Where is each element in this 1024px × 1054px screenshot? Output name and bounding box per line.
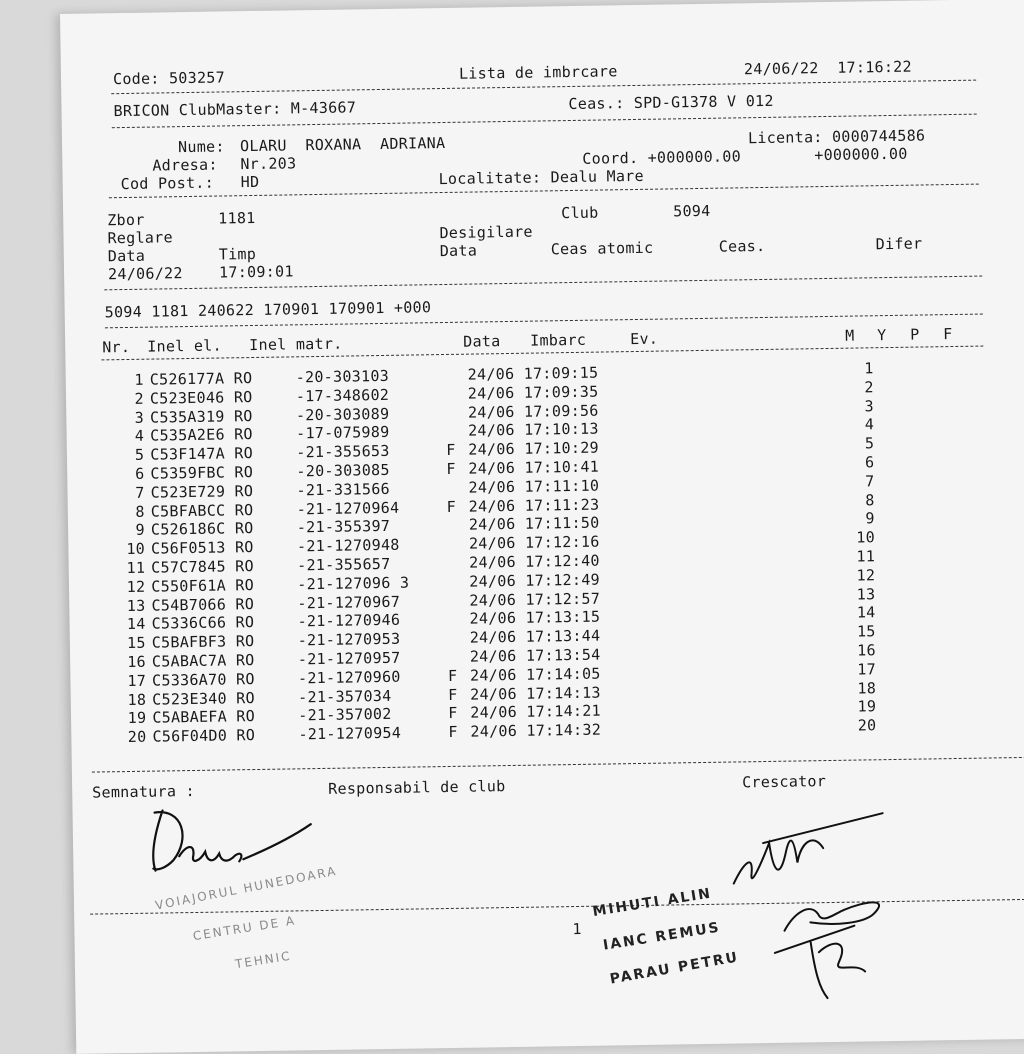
- cell-data: 24/06 17:13:44: [469, 626, 601, 647]
- address: Nr.203: [240, 154, 297, 174]
- cell-inel: C5BFABCC RO: [150, 500, 254, 521]
- document-title: Lista de imbrcare: [458, 62, 618, 83]
- cell-data: 24/06 17:13:54: [469, 645, 601, 666]
- cell-data: 24/06 17:09:15: [467, 363, 599, 384]
- diff-label: Difer: [875, 234, 923, 254]
- cell-m: 14: [856, 603, 876, 622]
- cell-nr: 1: [134, 370, 144, 389]
- cell-nr: 5: [134, 445, 145, 465]
- cell-inel: C56F0513 RO: [150, 538, 254, 558]
- cell-nr: 4: [134, 427, 145, 446]
- cell-ev: F: [448, 723, 458, 742]
- cell-m: 1: [864, 359, 874, 378]
- cell-m: 20: [857, 716, 877, 735]
- cell-m: 4: [864, 415, 875, 434]
- clock-id: Ceas.: SPD-G1378 V 012: [568, 91, 774, 114]
- desigilare-date-label: Data: [439, 241, 478, 261]
- cell-matr: -21-1270967: [297, 592, 401, 612]
- cell-nr: 11: [126, 558, 146, 578]
- cell-m: 19: [857, 697, 877, 716]
- col-inel-matr: Inel matr.: [249, 334, 343, 355]
- cell-data: 24/06 17:11:50: [468, 513, 600, 535]
- document-page: [60, 0, 1024, 1054]
- address-label: Adresa:: [152, 155, 218, 175]
- cell-data: 24/06 17:14:05: [469, 664, 601, 685]
- cell-inel: C5336C66 RO: [151, 613, 255, 634]
- cell-inel: C5BAFBF3 RO: [151, 632, 255, 652]
- cell-data: 24/06 17:12:40: [469, 551, 600, 572]
- cell-inel: C5359FBC RO: [150, 463, 254, 483]
- stamp-line-1: VOIAJORUL HUNEDOARA: [154, 863, 339, 913]
- cell-ev: F: [448, 704, 458, 723]
- cell-inel: C523E729 RO: [150, 481, 254, 502]
- club-responsible-label: Responsabil de club: [328, 777, 506, 798]
- cell-matr: -17-348602: [295, 385, 390, 406]
- postcode-label: Cod Post.:: [120, 173, 215, 194]
- cell-m: 15: [856, 622, 876, 641]
- cell-matr: -21-1270953: [297, 629, 401, 650]
- cell-inel: C53F147A RO: [150, 444, 254, 464]
- cell-data: 24/06 17:10:41: [468, 457, 600, 478]
- cell-m: 11: [856, 547, 876, 566]
- cell-nr: 8: [135, 502, 145, 521]
- cell-inel: C526177A RO: [149, 369, 253, 389]
- cell-nr: 18: [127, 690, 147, 709]
- col-f: F: [942, 325, 953, 344]
- cell-nr: 20: [127, 727, 147, 747]
- cell-data: 24/06 17:12:49: [469, 570, 601, 591]
- cell-matr: -21-1270948: [296, 535, 400, 556]
- locality: Localitate: Dealu Mare: [438, 166, 645, 189]
- clubmaster-id: BRICON ClubMaster: M-43667: [113, 98, 357, 121]
- cell-matr: -21-355653: [296, 442, 390, 462]
- atomic-clock-label: Ceas atomic: [550, 238, 654, 259]
- cell-data: 24/06 17:14:21: [470, 701, 602, 723]
- cell-matr: -20-303089: [295, 404, 390, 424]
- divider: [111, 80, 976, 95]
- stamp-line-2: CENTRU DE A: [191, 913, 297, 944]
- print-datetime: 24/06/22 17:16:22: [743, 57, 913, 79]
- cell-m: 3: [864, 396, 875, 416]
- desigilare-label: Desigilare: [439, 222, 533, 243]
- cell-nr: 19: [127, 709, 147, 728]
- flight-label: Zbor: [107, 210, 145, 230]
- owner-name: OLARU ROXANA ADRIANA: [239, 133, 446, 156]
- cell-m: 12: [856, 566, 876, 585]
- coord-lon: +000000.00: [814, 144, 908, 165]
- cell-matr: -21-357002: [298, 705, 392, 725]
- club-label: Club: [561, 203, 599, 223]
- coord-lat: Coord. +000000.00: [582, 147, 742, 168]
- cell-ev: F: [448, 685, 458, 704]
- cell-m: 18: [857, 678, 877, 698]
- cell-m: 13: [856, 584, 876, 604]
- cell-matr: -21-355657: [297, 554, 391, 575]
- cell-m: 16: [857, 641, 876, 660]
- col-p: P: [910, 325, 920, 344]
- cell-inel: C535A2E6 RO: [150, 425, 253, 446]
- cell-data: 24/06 17:12:57: [469, 589, 601, 610]
- col-nr: Nr.: [102, 337, 131, 357]
- cell-inel: C523E046 RO: [149, 387, 253, 408]
- club-number: 5094: [673, 201, 711, 221]
- cell-nr: 12: [126, 577, 146, 596]
- cell-inel: C5336A70 RO: [151, 669, 255, 690]
- col-m: M: [845, 326, 855, 345]
- cell-matr: -21-1270964: [296, 498, 400, 518]
- reglare-label: Reglare: [107, 228, 173, 248]
- cell-m: 17: [857, 660, 877, 679]
- cell-data: 24/06 17:12:16: [468, 532, 600, 553]
- col-ev: Ev.: [630, 329, 659, 349]
- breeder-signatures: [712, 801, 905, 1004]
- cell-nr: 7: [135, 483, 145, 502]
- cell-nr: 15: [126, 633, 146, 653]
- handwritten-name-1: MIHUTI ALIN: [591, 885, 714, 921]
- reglare-time: 17:09:01: [218, 262, 294, 282]
- name-label: Nume:: [177, 137, 225, 157]
- cell-m: 10: [856, 528, 876, 547]
- reglare-date-label: Data: [107, 246, 146, 266]
- cell-data: 24/06 17:13:15: [469, 607, 601, 629]
- cell-m: 6: [864, 453, 875, 472]
- cell-inel: C526186C RO: [150, 519, 254, 540]
- cell-nr: 13: [126, 596, 146, 615]
- cell-m: 2: [864, 378, 874, 397]
- cell-inel: C550F61A RO: [151, 575, 255, 596]
- divider: [92, 757, 1024, 773]
- cell-m: 5: [864, 434, 875, 453]
- cell-m: 8: [865, 490, 875, 510]
- col-inel-el: Inel el.: [147, 336, 223, 356]
- cell-nr: 14: [126, 615, 146, 634]
- clock-label: Ceas.: [718, 236, 766, 256]
- col-y: Y: [877, 326, 887, 345]
- flight-summary: 5094 1181 240622 170901 170901 +000: [104, 298, 432, 322]
- cell-matr: -21-1270946: [297, 611, 401, 631]
- cell-m: 7: [865, 472, 875, 491]
- col-data: Data: [463, 332, 501, 351]
- cell-matr: -20-303085: [296, 460, 390, 481]
- breeder-label: Crescator: [742, 772, 827, 792]
- signature-label: Semnatura :: [92, 781, 196, 802]
- cell-ev: F: [446, 441, 456, 460]
- handwritten-name-2: IANC REMUS: [602, 919, 722, 954]
- page-number: 1: [572, 919, 582, 939]
- reglare-date: 24/06/22: [107, 264, 183, 284]
- cell-matr: -20-303103: [295, 366, 390, 387]
- cell-data: 24/06 17:14:32: [470, 720, 602, 741]
- cell-matr: -21-127096 3: [297, 573, 410, 594]
- cell-inel: C523E340 RO: [152, 688, 255, 709]
- stamp-line-3: TEHNIC: [234, 948, 293, 972]
- cell-inel: C5ABAEFA RO: [152, 707, 256, 728]
- cell-nr: 10: [126, 539, 146, 559]
- cell-matr: -21-331566: [296, 479, 391, 500]
- cell-data: 24/06 17:10:13: [468, 419, 599, 441]
- cell-nr: 6: [134, 464, 145, 483]
- cell-m: 9: [865, 509, 875, 528]
- cell-data: 24/06 17:09:56: [467, 401, 599, 422]
- cell-matr: -21-357034: [298, 686, 392, 706]
- cell-matr: -21-1270954: [298, 723, 402, 744]
- cell-inel: C57C7845 RO: [151, 557, 254, 577]
- cell-data: 24/06 17:14:13: [470, 683, 601, 704]
- cell-ev: F: [447, 666, 458, 685]
- flight-number: 1181: [218, 208, 256, 228]
- cell-nr: 17: [127, 671, 147, 690]
- cell-nr: 16: [127, 652, 147, 672]
- cell-inel: C56F04D0 RO: [152, 726, 256, 746]
- cell-inel: C5ABAC7A RO: [151, 651, 255, 671]
- code: Code: 503257: [112, 68, 226, 89]
- cell-data: 24/06 17:11:10: [468, 476, 600, 497]
- cell-nr: 9: [135, 521, 146, 540]
- licence: Licenta: 0000744586: [747, 126, 926, 148]
- cell-matr: -21-355397: [296, 517, 391, 537]
- cell-data: 24/06 17:09:35: [467, 382, 599, 403]
- cell-nr: 3: [134, 408, 145, 427]
- cell-data: 24/06 17:11:23: [468, 495, 600, 516]
- cell-inel: C535A319 RO: [149, 406, 253, 427]
- cell-ev: F: [446, 459, 456, 478]
- reglare-time-label: Timp: [218, 244, 257, 264]
- cell-inel: C54B7066 RO: [151, 594, 255, 615]
- postcode: HD: [240, 172, 260, 192]
- handwritten-name-3: PARAU PETRU: [608, 949, 741, 988]
- cell-data: 24/06 17:10:29: [468, 438, 600, 459]
- col-imbarc: Imbarc: [530, 330, 587, 350]
- cell-matr: -21-1270960: [297, 667, 401, 688]
- cell-ev: F: [446, 497, 457, 516]
- cell-nr: 2: [134, 389, 145, 408]
- cell-matr: -17-075989: [296, 423, 390, 443]
- cell-matr: -21-1270957: [297, 648, 401, 669]
